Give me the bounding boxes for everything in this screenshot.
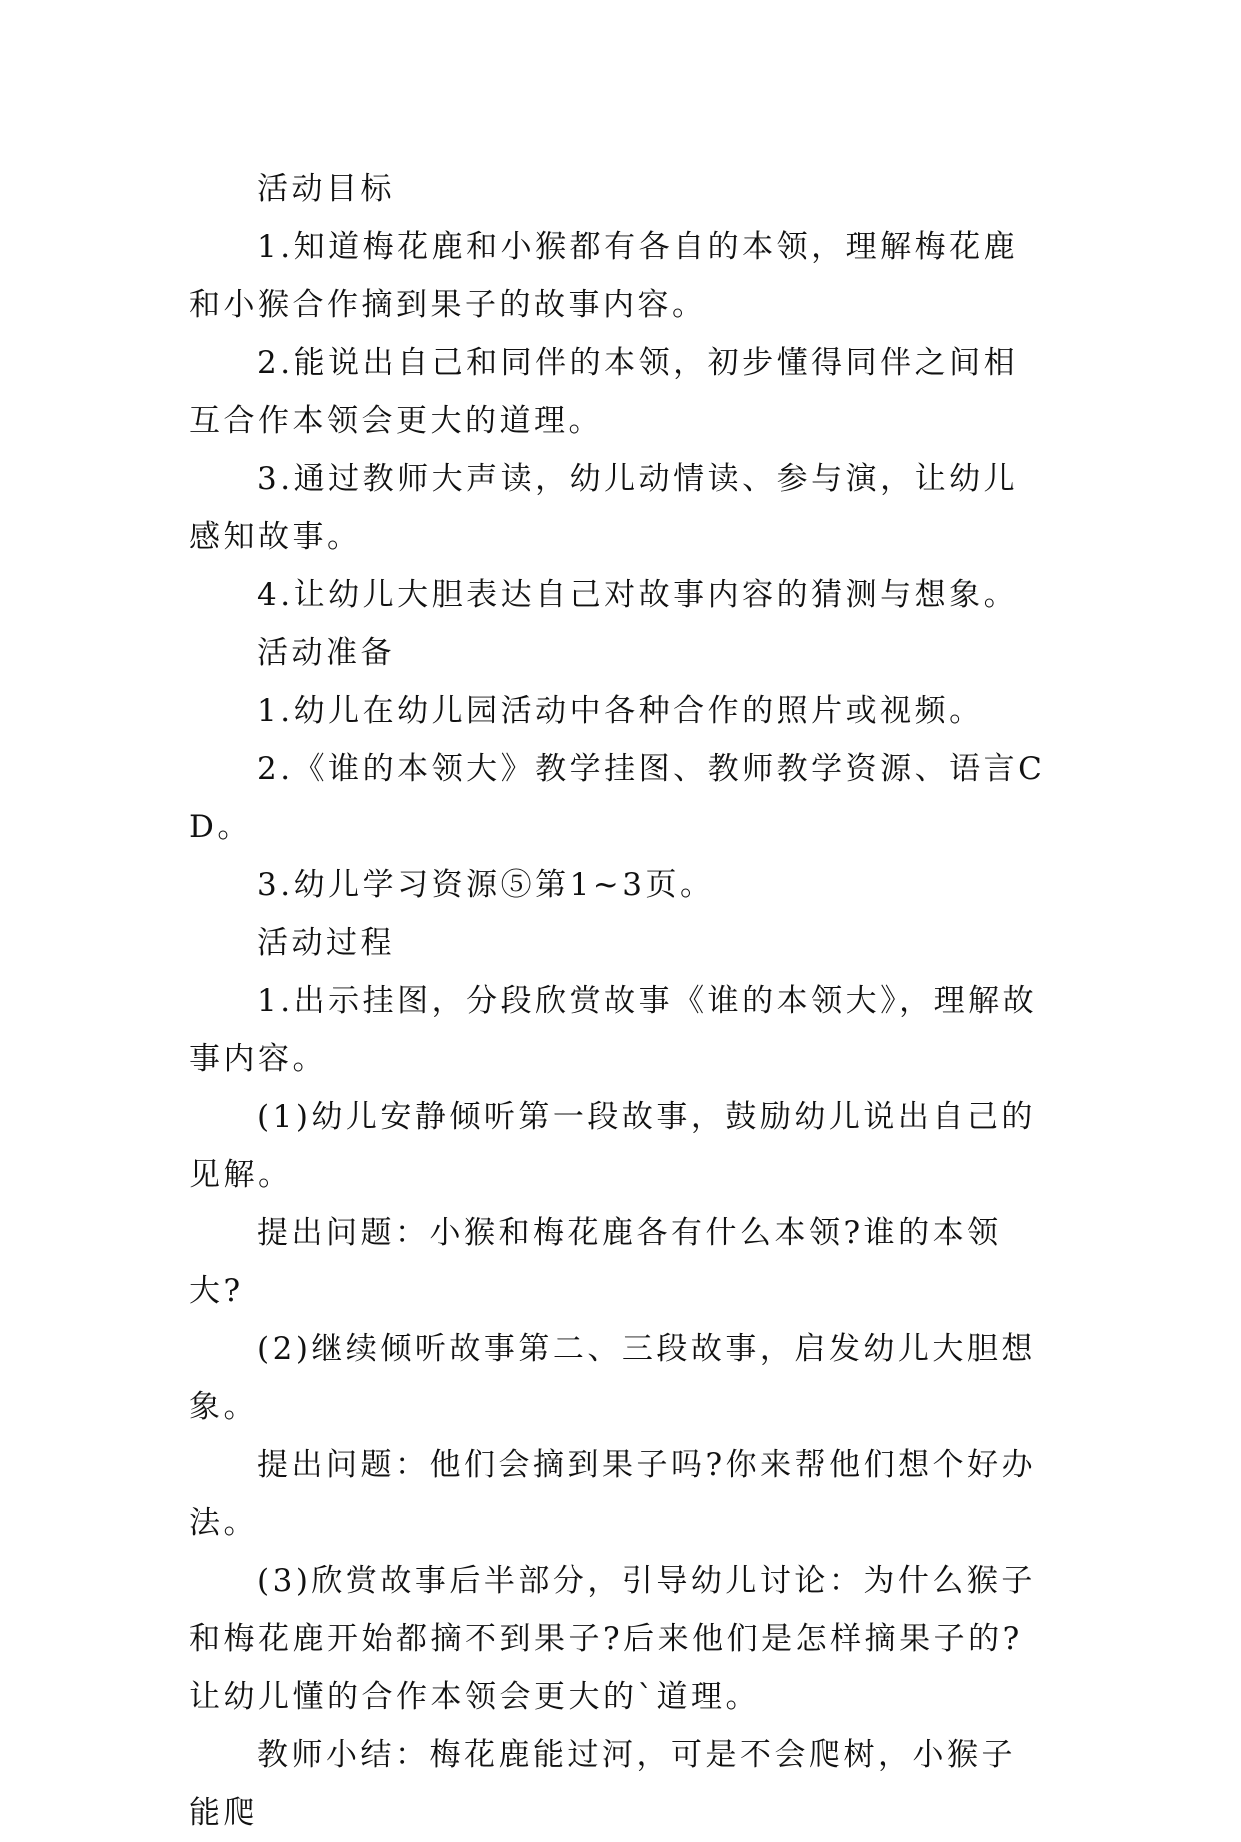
section-heading-goals: 活动目标 xyxy=(257,171,395,207)
preparation-item-1: 1.幼儿在幼儿园活动中各种合作的照片或视频。 xyxy=(257,693,984,729)
preparation-item-2: 2.《谁的本领大》教学挂图、教师教学资源、语言CD。 xyxy=(189,751,1046,845)
process-substep-1: (1)幼儿安静倾听第一段故事，鼓励幼儿说出自己的见解。 xyxy=(189,1099,1036,1193)
document-body xyxy=(189,160,1049,1842)
process-step-1: 1.出示挂图，分段欣赏故事《谁的本领大》，理解故事内容。 xyxy=(189,983,1038,1077)
goal-item-4: 4.让幼儿大胆表达自己对故事内容的猜测与想象。 xyxy=(257,577,1019,613)
preparation-item-3: 3.幼儿学习资源⑤第1~3页。 xyxy=(257,867,715,903)
goal-item-1: 1.知道梅花鹿和小猴都有各自的本领，理解梅花鹿和小猴合作摘到果子的故事内容。 xyxy=(189,229,1019,323)
section-heading-process: 活动过程 xyxy=(257,925,395,961)
goal-item-2: 2.能说出自己和同伴的本领，初步懂得同伴之间相互合作本领会更大的道理。 xyxy=(189,345,1019,439)
process-substep-2: (2)继续倾听故事第二、三段故事，启发幼儿大胆想象。 xyxy=(189,1331,1036,1425)
teacher-summary: 教师小结：梅花鹿能过河，可是不会爬树，小猴子能爬 xyxy=(189,1737,1016,1831)
question-2: 提出问题：他们会摘到果子吗?你来帮他们想个好办法。 xyxy=(189,1447,1037,1541)
section-heading-preparation: 活动准备 xyxy=(257,635,395,671)
goal-item-3: 3.通过教师大声读，幼儿动情读、参与演，让幼儿感知故事。 xyxy=(189,461,1019,555)
process-substep-3: (3)欣赏故事后半部分，引导幼儿讨论：为什么猴子和梅花鹿开始都摘不到果子?后来他们是怎样摘果子的?让幼儿懂的合作本领会更大的`道理。 xyxy=(189,1563,1036,1715)
question-1: 提出问题：小猴和梅花鹿各有什么本领?谁的本领大? xyxy=(189,1215,1002,1309)
